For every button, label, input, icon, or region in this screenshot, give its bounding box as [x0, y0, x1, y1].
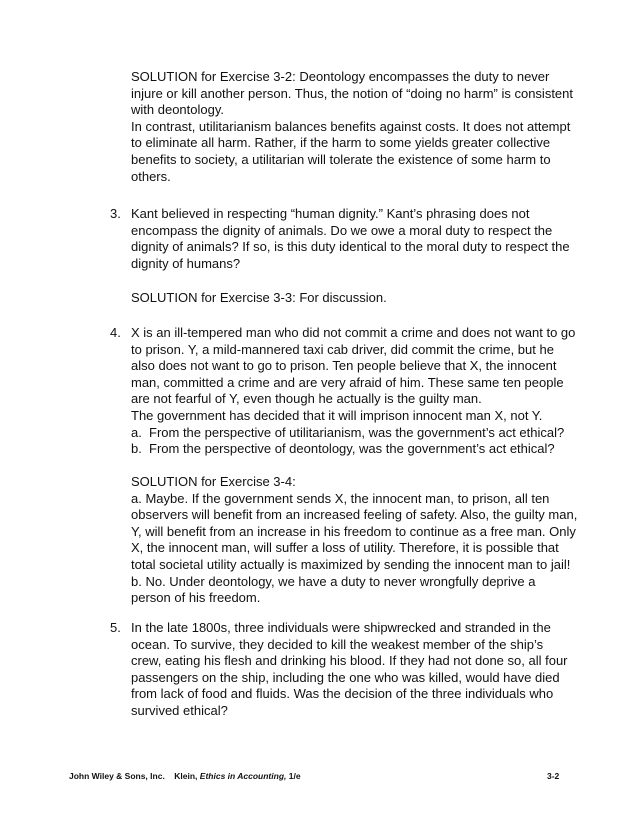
text-line: observers will benefit from an increased feeling of safety. Also, the guilty man,	[131, 507, 578, 523]
text-line: passengers on the ship, including the one who was killed, would have died	[131, 669, 560, 685]
text-line: man, committed a crime and are very afraid of him. These same ten people	[131, 374, 564, 390]
text-line: survived ethical?	[131, 702, 228, 718]
sub-question-a	[131, 425, 601, 442]
item-5-question	[131, 620, 601, 720]
solution-3-2	[131, 69, 601, 185]
text-line: a. Maybe. If the government sends X, the innocent man, to prison, all ten	[131, 490, 550, 506]
sub-label: a.	[131, 424, 142, 440]
text-line: from lack of food and fluids. Was the decision of the three individuals who	[131, 686, 554, 702]
text-line: SOLUTION for Exercise 3-4:	[131, 474, 296, 489]
footer-author: Klein,	[174, 771, 198, 781]
text-line: In contrast, utilitarianism balances benefits against costs. It does not attempt	[131, 118, 571, 134]
text-line: SOLUTION for Exercise 3-3: For discussion.	[131, 290, 387, 305]
text-line: X is an ill-tempered man who did not commit a crime and does not want to go	[131, 325, 576, 340]
item-5-number: 5.	[110, 620, 121, 635]
solution-3-4	[131, 474, 601, 607]
footer-book-title: Ethics in Accounting,	[199, 771, 287, 781]
text-line: b. No. Under deontology, we have a duty to never wrongfully deprive a	[131, 573, 536, 589]
text-line: with deontology.	[131, 102, 224, 118]
footer-edition: 1/e	[288, 771, 301, 781]
sub-text: From the perspective of deontology, was the government’s act ethical?	[149, 441, 555, 457]
item-4-number: 4.	[110, 325, 121, 340]
text-line: Kant believed in respecting “human dignity.” Kant’s phrasing does not	[131, 206, 530, 221]
page-number: 3-2	[547, 771, 560, 781]
text-line: also does not want to go to prison. Ten people believe that X, the innocent	[131, 358, 557, 374]
item-4-question	[131, 325, 601, 458]
text-line: to eliminate all harm. Rather, if the harm to some yields greater collective	[131, 135, 551, 151]
text-line: dignity of animals? If so, is this duty identical to the moral duty to respect the	[131, 239, 570, 255]
text-line: total societal utility actually is maximized by sending the innocent man to jail!	[131, 556, 571, 572]
text-line: crew, eating his flesh and drinking his blood. If they had not done so, all four	[131, 653, 568, 669]
text-line: Y, will benefit from an increase in his freedom to continue as a free man. Only	[131, 523, 576, 539]
text-line: others.	[131, 168, 171, 184]
page-footer	[69, 771, 301, 781]
text-line: to prison. Y, a mild-mannered taxi cab driver, did commit the crime, but he	[131, 341, 554, 357]
item-3-question	[131, 206, 601, 272]
text-line: In the late 1800s, three individuals were shipwrecked and stranded in the	[131, 620, 551, 635]
text-line: The government has decided that it will imprison innocent man X, not Y.	[131, 407, 543, 423]
sub-text: From the perspective of utilitarianism, was the government’s act ethical?	[149, 424, 565, 440]
item-3-number: 3.	[110, 206, 121, 221]
text-line: encompass the dignity of animals. Do we owe a moral duty to respect the	[131, 222, 553, 238]
sub-label: b.	[131, 441, 142, 457]
text-line: injure or kill another person. Thus, the notion of “doing no harm” is consistent	[131, 85, 573, 101]
sub-question-b	[131, 441, 601, 458]
text-line: benefits to society, a utilitarian will tolerate the existence of some harm to	[131, 151, 551, 167]
text-line: dignity of humans?	[131, 255, 241, 271]
footer-publisher: John Wiley & Sons, Inc.	[69, 771, 165, 781]
solution-3-3	[131, 290, 601, 307]
text-line: SOLUTION for Exercise 3-2: Deontology encompasses the duty to never	[131, 69, 550, 84]
text-line: X, the innocent man, will suffer a loss of utility. Therefore, it is possible that	[131, 540, 559, 556]
text-line: ocean. To survive, they decided to kill the weakest member of the ship’s	[131, 636, 544, 652]
text-line: person of his freedom.	[131, 590, 261, 606]
text-line: are not fearful of Y, even though he actually is the guilty man.	[131, 391, 482, 407]
